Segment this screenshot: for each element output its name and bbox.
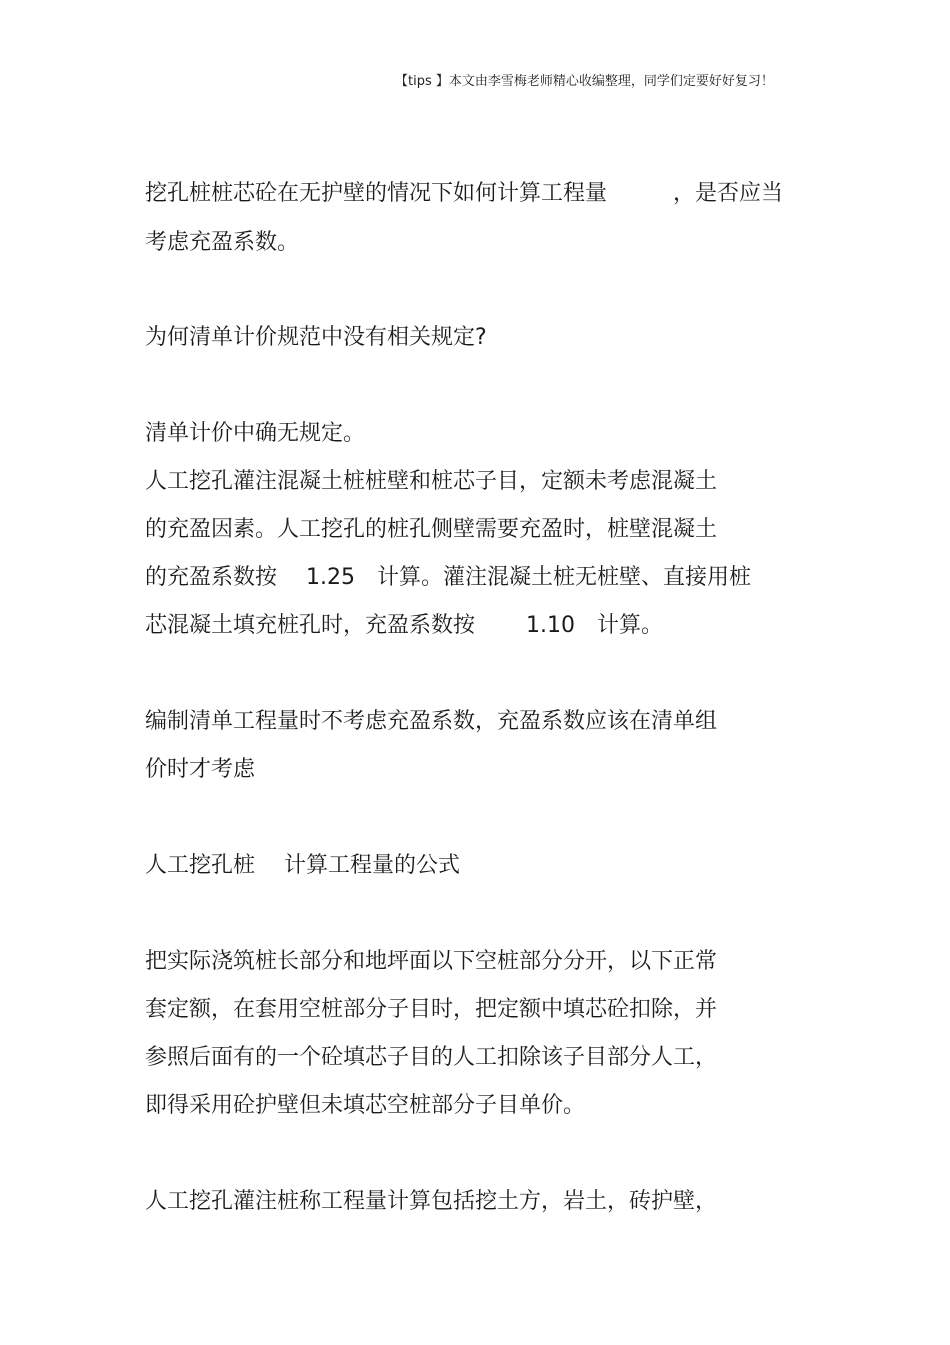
paragraph-line: 把实际浇筑桩长部分和地坪面以下空桩部分分开，以下正常 xyxy=(145,949,718,974)
paragraph-line: 的充盈系数按 1.25 计算。灌注混凝土桩无桩壁、直接用桩 xyxy=(145,565,751,590)
section-heading: 人工挖孔桩 计算工程量的公式 xyxy=(145,853,460,878)
paragraph-line: 参照后面有的一个砼填芯子目的人工扣除该子目部分人工， xyxy=(145,1045,718,1070)
paragraph-line: 清单计价中确无规定。 xyxy=(145,421,366,446)
paragraph-line: 为何清单计价规范中没有相关规定? xyxy=(145,325,487,350)
paragraph-line: 的充盈因素。人工挖孔的桩孔侧壁需要充盈时，桩壁混凝土 xyxy=(145,517,718,542)
paragraph-line: 人工挖孔灌注桩称工程量计算包括挖土方，岩土，砖护壁， xyxy=(145,1189,718,1214)
paragraph-line: 编制清单工程量时不考虑充盈系数，充盈系数应该在清单组 xyxy=(145,709,718,734)
tips-header: 【tips 】本文由李雪梅老师精心收编整理，同学们定要好好复习！ xyxy=(395,74,774,89)
paragraph-line: 套定额，在套用空桩部分子目时，把定额中填芯砼扣除，并 xyxy=(145,997,718,1022)
paragraph-line: 人工挖孔灌注混凝土桩桩壁和桩芯子目，定额未考虑混凝土 xyxy=(145,469,718,494)
paragraph-line: 价时才考虑 xyxy=(145,757,256,782)
paragraph-line: 考虑充盈系数。 xyxy=(145,230,300,255)
paragraph-line: 芯混凝土填充桩孔时，充盈系数按 1.10 计算。 xyxy=(145,613,663,638)
paragraph-line: 挖孔桩桩芯砼在无护壁的情况下如何计算工程量 ，是否应当 xyxy=(145,181,784,206)
paragraph-line: 即得采用砼护壁但未填芯空桩部分子目单价。 xyxy=(145,1093,586,1118)
